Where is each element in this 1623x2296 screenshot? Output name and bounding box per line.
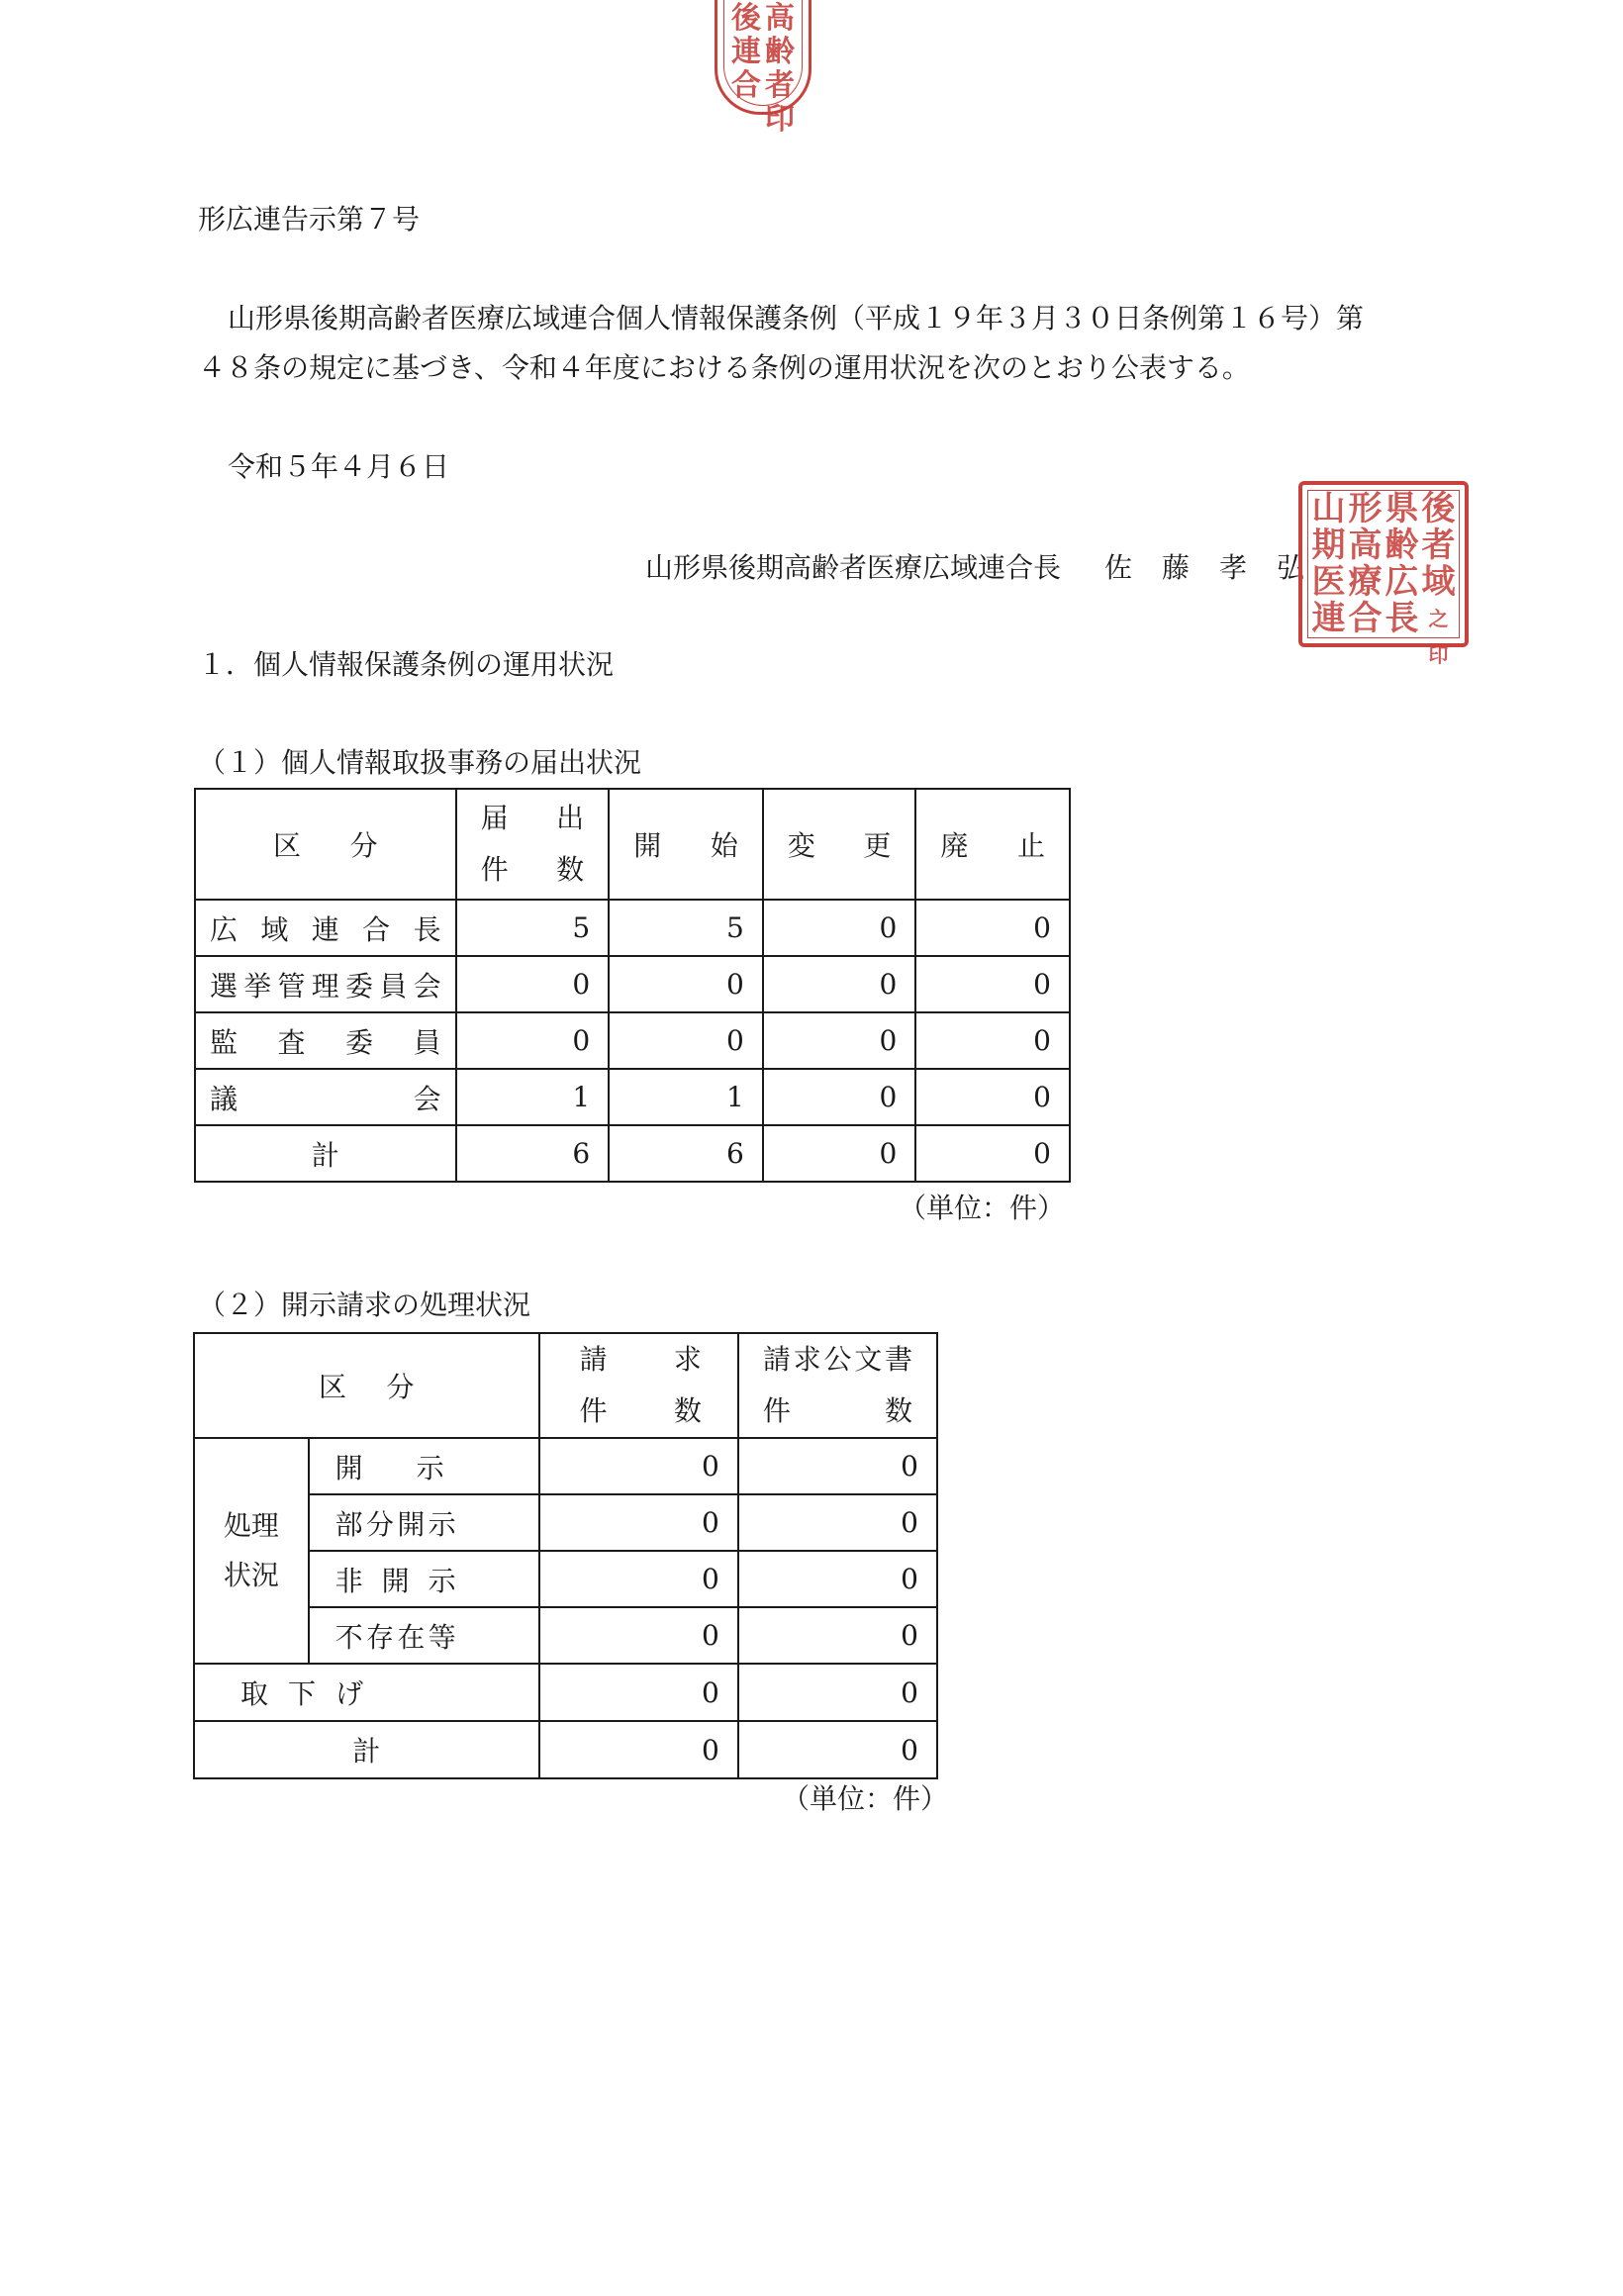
cell-notify: 6 [456, 1125, 610, 1182]
notice-number: 形広連告示第７号 [198, 203, 421, 236]
section-1-heading: １．個人情報保護条例の運用状況 [198, 648, 615, 681]
cell-start: 6 [609, 1125, 763, 1182]
row-label: 不存在等 [334, 1620, 456, 1654]
group-label-line2: 状況 [223, 1559, 279, 1591]
seal-char: 域 [1421, 562, 1456, 602]
signer-name-char: 弘 [1277, 551, 1305, 584]
cell-docs: 0 [738, 1438, 937, 1494]
seal-top-char: 印 [765, 102, 795, 137]
table-row [195, 1012, 1070, 1069]
header-requests-line2: 件数 [579, 1394, 702, 1427]
header-notify-line2: 件数 [480, 853, 585, 886]
cell-notify: 0 [456, 1012, 610, 1069]
cell-abolish: 0 [915, 900, 1070, 956]
cell-notify: 0 [456, 956, 610, 1012]
row-label: 議会 [195, 1069, 456, 1125]
table-2-unit: （単位：件） [782, 1782, 949, 1815]
row-label: 非開示 [334, 1564, 456, 1597]
total-label: 計 [195, 1125, 456, 1182]
seal-top-char: 者 [765, 68, 795, 103]
signer-name-char: 佐 [1104, 551, 1133, 584]
cell-requests: 0 [539, 1607, 738, 1664]
seal-char: 形 [1348, 489, 1383, 528]
header-category: 区分 [273, 829, 378, 862]
row-label: 開示 [334, 1451, 444, 1484]
notice-date: 令和５年４月６日 [228, 450, 450, 483]
cell-change: 0 [763, 1069, 916, 1125]
cell-abolish: 0 [915, 1012, 1070, 1069]
cell-docs: 0 [738, 1551, 937, 1607]
header-change: 変更 [787, 829, 892, 862]
cell-change: 0 [763, 956, 916, 1012]
cell-docs: 0 [738, 1607, 937, 1664]
total-row [194, 1721, 937, 1778]
group-label-line1: 処理 [223, 1509, 279, 1542]
cell-start: 0 [609, 1012, 763, 1069]
table-row [195, 956, 1070, 1012]
seal-char: 後 [1421, 489, 1456, 528]
seal-char: 者 [1421, 526, 1456, 565]
table-1-unit: （単位：件） [899, 1192, 1066, 1224]
header-docs-line1: 請求公文書 [762, 1343, 912, 1376]
row-label: 部分開示 [334, 1507, 456, 1541]
seal-char: 長 [1384, 599, 1419, 638]
association-seal-top [715, 0, 812, 137]
cell-notify: 5 [456, 900, 610, 956]
seal-char: 県 [1384, 489, 1419, 528]
cell-requests: 0 [539, 1494, 738, 1551]
cell-change: 0 [763, 1012, 916, 1069]
cell-requests: 0 [539, 1721, 738, 1778]
cell-change: 0 [763, 1125, 916, 1182]
seal-char: 山 [1311, 489, 1346, 528]
cell-start: 0 [609, 956, 763, 1012]
header-docs-line2: 件数 [762, 1394, 912, 1427]
seal-char: 期 [1311, 526, 1346, 565]
table-row [194, 1664, 937, 1721]
seal-char: 合 [1348, 599, 1383, 638]
signer-name-char: 藤 [1162, 551, 1191, 584]
table-row [195, 1069, 1070, 1125]
intro-line-2: ４８条の規定に基づき、令和４年度における条例の運用状況を次のとおり公表する。 [198, 351, 1250, 384]
cell-docs: 0 [738, 1721, 937, 1778]
seal-char: 齢 [1384, 526, 1419, 565]
seal-char: 医 [1311, 562, 1346, 602]
row-label: 監査委員 [195, 1012, 456, 1069]
cell-abolish: 0 [915, 1069, 1070, 1125]
row-label: 広域連合長 [195, 900, 456, 956]
seal-char: 之印 [1428, 607, 1449, 667]
notification-table [194, 788, 1071, 1183]
total-label: 計 [194, 1721, 539, 1778]
disclosure-table [193, 1332, 938, 1779]
intro-line-1: 山形県後期高齢者医療広域連合個人情報保護条例（平成１９年３月３０日条例第１６号）第 [228, 302, 1365, 335]
table-row [194, 1438, 937, 1494]
signer-title: 山形県後期高齢者医療広域連合長 [645, 551, 1062, 584]
header-start: 開始 [633, 829, 738, 862]
cell-start: 1 [609, 1069, 763, 1125]
seal-char: 療 [1348, 562, 1383, 602]
row-label: 選挙管理委員会 [195, 956, 456, 1012]
table-2-caption: （２）開示請求の処理状況 [198, 1289, 531, 1321]
seal-char: 広 [1384, 562, 1419, 602]
cell-notify: 1 [456, 1069, 610, 1125]
cell-requests: 0 [539, 1438, 738, 1494]
withdrawn-label: 取下げ [240, 1677, 363, 1710]
cell-change: 0 [763, 900, 916, 956]
header-notify-line1: 届出 [480, 802, 585, 834]
seal-top-char: 高 [765, 1, 795, 36]
seal-char: 高 [1348, 526, 1383, 565]
seal-top-char: 齢 [765, 35, 795, 69]
table-row [195, 900, 1070, 956]
table-1-caption: （１）個人情報取扱事務の届出状況 [198, 746, 642, 779]
cell-abolish: 0 [915, 1125, 1070, 1182]
chairman-seal [1298, 481, 1469, 667]
cell-requests: 0 [539, 1551, 738, 1607]
header-requests-line1: 請求 [579, 1343, 702, 1376]
seal-char: 連 [1311, 599, 1346, 638]
cell-start: 5 [609, 900, 763, 956]
cell-docs: 0 [738, 1664, 937, 1721]
cell-abolish: 0 [915, 956, 1070, 1012]
header-abolish: 廃止 [940, 829, 1045, 862]
header-category: 区分 [319, 1371, 415, 1403]
seal-top-char: 連 [731, 35, 761, 69]
seal-top-char: 合 [731, 68, 761, 103]
cell-docs: 0 [738, 1494, 937, 1551]
cell-requests: 0 [539, 1664, 738, 1721]
total-row [195, 1125, 1070, 1182]
seal-top-char: 後 [731, 1, 761, 36]
signer-name-char: 孝 [1219, 551, 1248, 584]
